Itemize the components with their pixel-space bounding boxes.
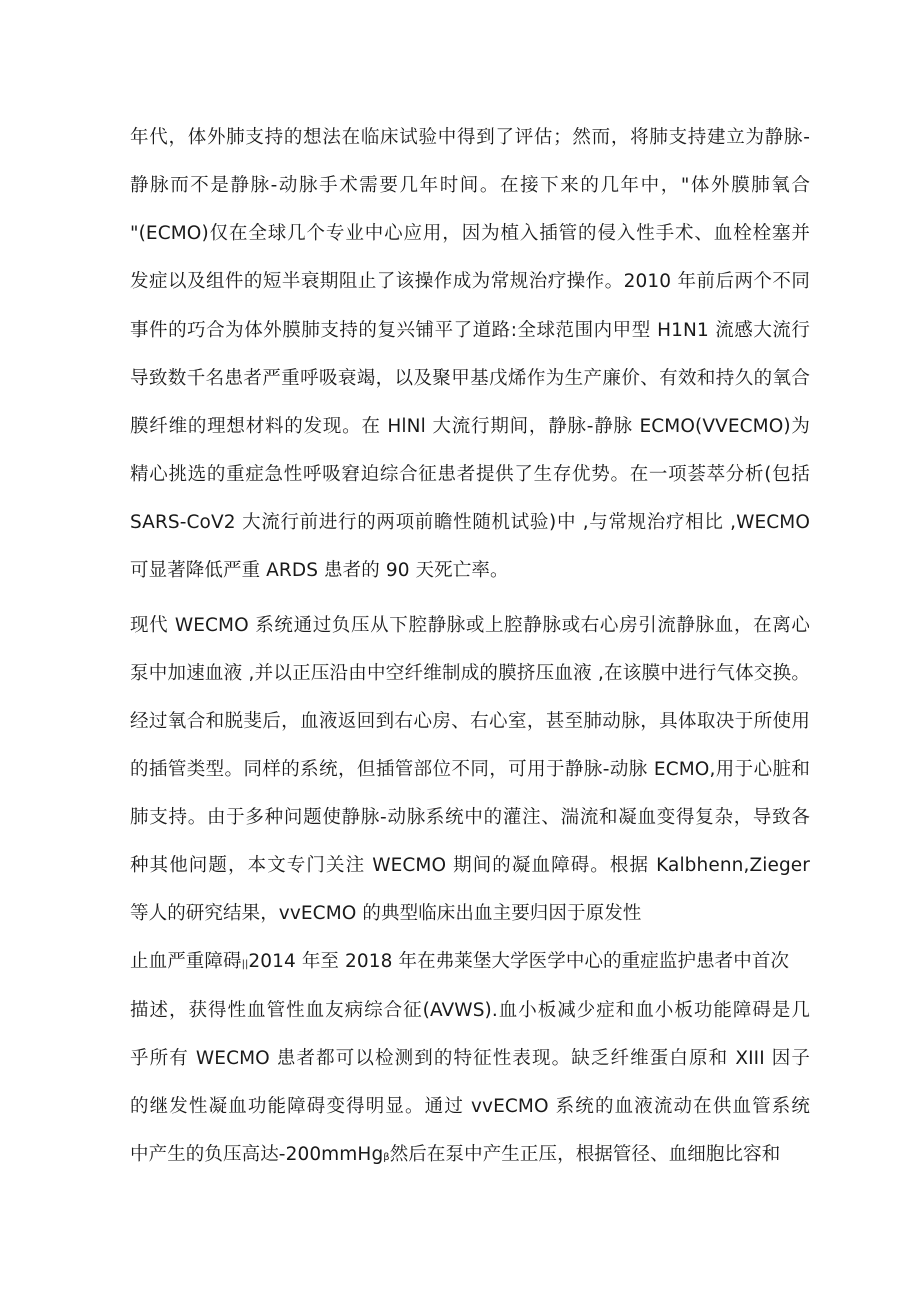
p2-line-12 — [130, 1141, 810, 1172]
p2-line-4: 的插管类型。同样的系统，但插管部位不同，可用于静脉-动脉 ECMO,用于心脏和 — [130, 759, 810, 780]
p1-line-10: 可显著降低严重 ARDS 患者的 90 天死亡率。 — [130, 560, 509, 581]
p2-line-1: 现代 WECMO 系统通过负压从下腔静脉或上腔静脉或右心房引流静脉血，在离心 — [130, 615, 810, 636]
p2-line-8-pre: 止血严重障碍 — [130, 951, 242, 972]
p1-line-1: 年代，体外肺支持的想法在临床试验中得到了评估；然而，将肺支持建立为静脉- — [130, 127, 810, 148]
p1-line-9: SARS-CoV2 大流行前进行的两项前瞻性随机试验)中 ,与常规治疗相比 ,WECMO — [130, 512, 810, 533]
p2-line-8 — [130, 948, 810, 979]
p1-line-2: 静脉而不是静脉-动脉手术需要几年时间。在接下来的几年中，"体外膜肺氧合 — [130, 175, 810, 196]
p2-line-10: 乎所有 WECMO 患者都可以检测到的特征性表现。缺乏纤维蛋白原和 XIII 因子 — [130, 1048, 810, 1069]
p2-line-12-marker: β — [383, 1152, 390, 1163]
p1-line-3: "(ECMO)仅在全球几个专业中心应用，因为植入插管的侵入性手术、血栓栓塞并 — [130, 223, 810, 244]
p1-line-5: 事件的巧合为体外膜肺支持的复兴铺平了道路:全球范围内甲型 H1N1 流感大流行 — [130, 320, 810, 341]
p2-line-2: 泵中加速血液 ,并以正压沿由中空纤维制成的膜挤压血液 ,在该膜中进行气体交换。 — [130, 663, 810, 684]
p2-line-12-post: 然后在泵中产生正压，根据管径、血细胞比容和 — [389, 1144, 781, 1165]
p2-line-5: 肺支持。由于多种问题使静脉-动脉系统中的灌注、湍流和凝血变得复杂，导致各 — [130, 807, 810, 828]
p1-line-4: 发症以及组件的短半衰期阻止了该操作成为常规治疗操作。2010 年前后两个不同 — [130, 271, 810, 292]
p1-line-8: 精心挑选的重症急性呼吸窘迫综合征患者提供了生存优势。在一项荟萃分析(包括 — [130, 464, 810, 485]
p2-line-8-marker: || — [241, 959, 249, 970]
p2-line-7: 等人的研究结果，vvECMO 的典型临床出血主要归因于原发性 — [130, 903, 642, 924]
p2-line-12-pre: 中产生的负压高达-200mmHg — [130, 1144, 384, 1165]
p1-line-6: 导致数千名患者严重呼吸衰竭，以及聚甲基戊烯作为生产廉价、有效和持久的氧合 — [130, 368, 810, 389]
p2-line-6: 种其他问题，本文专门关注 WECMO 期间的凝血障碍。根据 Kalbhenn,Zieger — [130, 855, 810, 876]
p2-line-8-post: 2014 年至 2018 年在弗莱堡大学医学中心的重症监护患者中首次 — [248, 951, 790, 972]
p2-line-11: 的继发性凝血功能障碍变得明显。通过 vvECMO 系统的血液流动在供血管系统 — [130, 1096, 810, 1117]
p1-line-7: 膜纤维的理想材料的发现。在 HlNl 大流行期间，静脉-静脉 ECMO(VVECMO)为 — [130, 416, 810, 437]
p2-line-9: 描述，获得性血管性血友病综合征(AVWS).血小板减少症和血小板功能障碍是几 — [130, 1000, 810, 1021]
p2-line-3: 经过氧合和脱斐后，血液返回到右心房、右心室，甚至肺动脉，具体取决于所使用 — [130, 711, 810, 732]
